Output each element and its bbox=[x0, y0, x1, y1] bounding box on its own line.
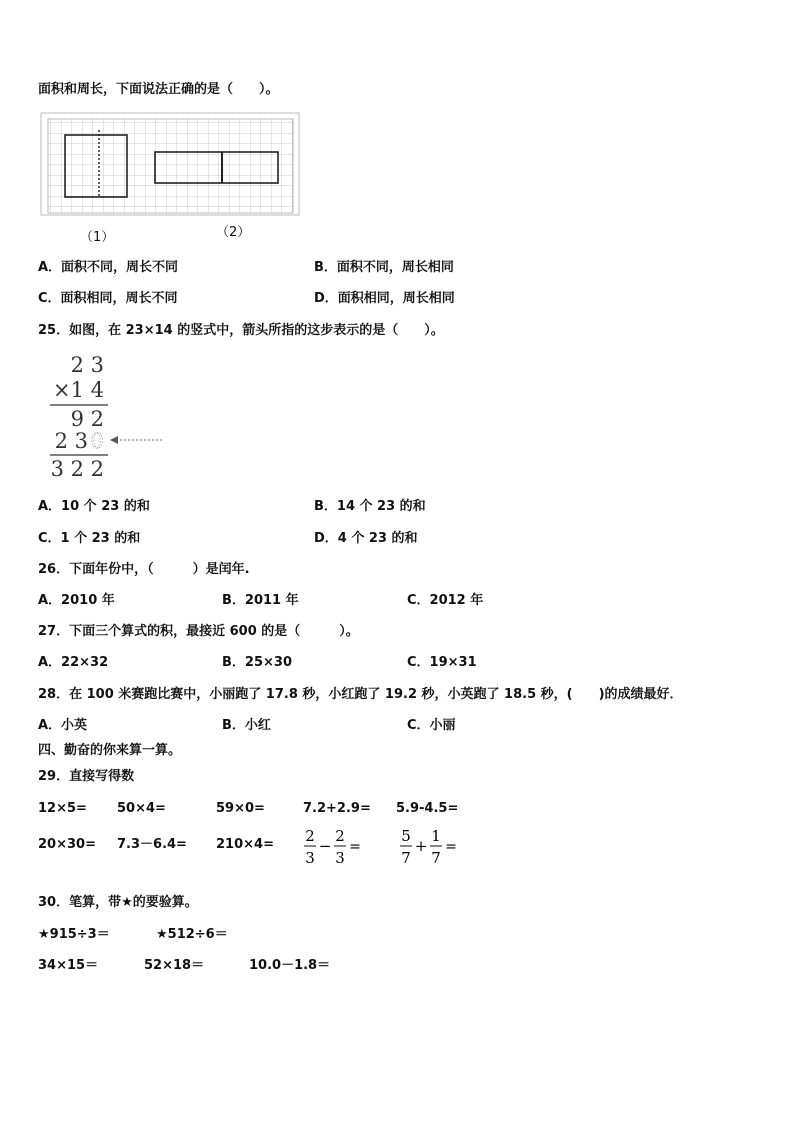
q24-option-b: B．面积不同，周长相同 bbox=[314, 260, 454, 275]
q29-fraction-2 bbox=[396, 824, 466, 868]
q26-option-a: A．2010 年 bbox=[38, 593, 115, 608]
q30-item-5: 10.0－1.8＝ bbox=[249, 958, 331, 973]
q29-item-4: 7.2+2.9= bbox=[303, 801, 371, 816]
q25-option-d: D．4 个 23 的和 bbox=[314, 531, 418, 546]
svg-text:=: = bbox=[445, 839, 457, 855]
q24-stem: 面积和周长，下面说法正确的是（ ）。 bbox=[38, 82, 279, 97]
arrow-head bbox=[110, 436, 118, 444]
q29-fraction-1 bbox=[300, 824, 370, 868]
q25-option-b: B．14 个 23 的和 bbox=[314, 499, 426, 514]
calc-row-5: 3 2 2 bbox=[50, 457, 104, 481]
q30-stem: 30．笔算，带★的要验算。 bbox=[38, 895, 198, 910]
q29-item-1: 12×5= bbox=[38, 801, 87, 816]
q25-option-c: C．1 个 23 的和 bbox=[38, 531, 141, 546]
q26-option-c: C．2012 年 bbox=[407, 593, 484, 608]
svg-text:−: − bbox=[318, 837, 332, 855]
svg-text:5: 5 bbox=[401, 827, 411, 845]
calc-row-4: 2 3 bbox=[54, 429, 88, 453]
svg-text:2: 2 bbox=[335, 827, 345, 845]
svg-text:2: 2 bbox=[305, 827, 315, 845]
svg-text:+: + bbox=[414, 837, 428, 855]
q26-stem: 26．下面年份中，（ ）是闰年. bbox=[38, 562, 250, 577]
q30-item-1: ★915÷3＝ bbox=[38, 927, 110, 942]
svg-text:3: 3 bbox=[305, 849, 315, 867]
q29-item-7: 7.3－6.4= bbox=[117, 837, 187, 852]
svg-text:1: 1 bbox=[431, 827, 441, 845]
q29-item-6: 20×30= bbox=[38, 837, 96, 852]
q27-option-a: A．22×32 bbox=[38, 655, 109, 670]
q29-item-5: 5.9-4.5= bbox=[396, 801, 459, 816]
q24-option-d: D．面积相同，周长相同 bbox=[314, 291, 455, 306]
q28-stem: 28．在 100 米赛跑比赛中，小丽跑了 17.8 秒，小红跑了 19.2 秒，小英跑了 18.5 秒，( )的成绩最好． bbox=[38, 687, 683, 702]
q25-option-a: A．10 个 23 的和 bbox=[38, 499, 150, 514]
q29-item-8: 210×4= bbox=[216, 837, 274, 852]
q28-option-c: C．小丽 bbox=[407, 718, 456, 733]
svg-text:=: = bbox=[349, 839, 361, 855]
q27-stem: 27．下面三个算式的积，最接近 600 的是（ ）。 bbox=[38, 624, 359, 639]
q27-option-b: B．25×30 bbox=[222, 655, 292, 670]
section-4-title: 四、勤奋的你来算一算。 bbox=[38, 743, 182, 758]
calc-row-1: 2 3 bbox=[70, 353, 104, 377]
q24-option-c: C．面积相同，周长不同 bbox=[38, 291, 178, 306]
q30-item-3: 34×15＝ bbox=[38, 958, 99, 973]
q24-grid-figure bbox=[40, 112, 302, 218]
q24-option-a: A．面积不同，周长不同 bbox=[38, 260, 179, 275]
calc-row-3: 9 2 bbox=[70, 407, 104, 431]
q30-item-4: 52×18＝ bbox=[144, 958, 205, 973]
svg-text:7: 7 bbox=[401, 849, 411, 867]
fig-label-1: （1） bbox=[80, 230, 115, 245]
q25-stem: 25．如图，在 23×14 的竖式中，箭头所指的这步表示的是（ ）。 bbox=[38, 323, 444, 338]
q26-option-b: B．2011 年 bbox=[222, 593, 299, 608]
q29-item-2: 50×4= bbox=[117, 801, 166, 816]
calc-row-4-dotted-zero: 0 bbox=[90, 429, 104, 453]
calc-row-2: ×1 4 bbox=[53, 378, 104, 402]
q30-item-2: ★512÷6＝ bbox=[156, 927, 228, 942]
q27-option-c: C．19×31 bbox=[407, 655, 477, 670]
q29-stem: 29．直接写得数 bbox=[38, 769, 135, 784]
svg-text:3: 3 bbox=[335, 849, 345, 867]
q28-option-b: B．小红 bbox=[222, 718, 271, 733]
svg-text:7: 7 bbox=[431, 849, 441, 867]
q28-option-a: A．小英 bbox=[38, 718, 88, 733]
vertical-multiplication bbox=[44, 352, 166, 482]
fig-label-2: （2） bbox=[216, 225, 251, 240]
q29-item-3: 59×0= bbox=[216, 801, 265, 816]
